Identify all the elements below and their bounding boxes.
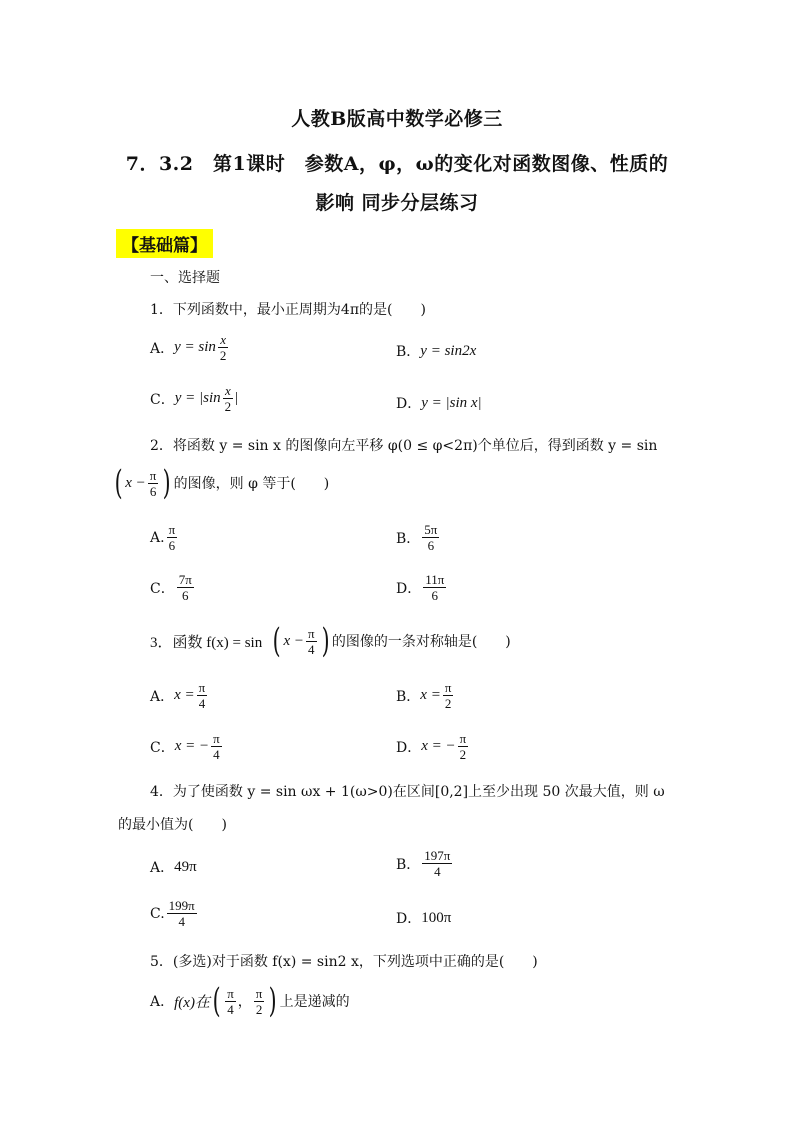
numerator: π — [198, 680, 206, 695]
denominator: 6 — [431, 588, 439, 603]
numerator: 199π — [168, 898, 195, 913]
q1-option-d — [396, 393, 482, 413]
q2-option-c — [150, 572, 196, 603]
numerator: π — [213, 731, 220, 746]
option-label: D． — [396, 739, 422, 756]
q4-stem: 4．为了使函数 y = sin ωx + 1(ω>0)在区间[0,2]上至少出现 50 次最大值，则 ω — [150, 784, 665, 800]
numerator: π — [227, 985, 234, 1001]
q2-stem-line-2 — [112, 463, 330, 503]
numerator: 5π — [424, 522, 438, 537]
fraction — [148, 468, 159, 499]
numerator: π — [168, 522, 176, 537]
fraction — [197, 680, 208, 711]
option-label: A. — [150, 529, 165, 546]
section-heading: 一、选择题 — [150, 270, 220, 286]
q4-option-b — [396, 848, 454, 879]
option-text-end: | — [235, 390, 239, 406]
q3-option-d — [396, 731, 470, 762]
denominator: 2 — [219, 348, 227, 363]
numerator: x — [225, 383, 231, 398]
denominator: 4 — [198, 696, 206, 711]
fraction — [167, 522, 178, 553]
q3-option-b — [396, 680, 455, 711]
denominator: 4 — [227, 1001, 234, 1017]
denominator: 4 — [434, 864, 441, 879]
numerator: x — [220, 332, 227, 347]
option-label: B． — [396, 344, 421, 360]
option-label: D． — [396, 396, 422, 412]
right-paren: ) — [321, 621, 330, 661]
numerator: 197π — [424, 848, 451, 863]
numerator: 7π — [178, 572, 192, 587]
fraction — [458, 731, 469, 762]
denominator: 6 — [168, 538, 176, 553]
fraction — [225, 986, 236, 1017]
denominator: 6 — [149, 483, 157, 499]
title-line-2: 7．3.2 第1课时 参数A，φ，ω的变化对函数图像、性质的 — [125, 153, 669, 175]
fraction — [254, 986, 265, 1017]
fraction — [423, 572, 446, 603]
option-text: x = — [420, 687, 441, 703]
option-text: y = |sin x| — [421, 394, 482, 411]
q4-stem-line-2: 的最小值为( ) — [118, 817, 227, 833]
fraction — [422, 522, 439, 553]
option-text-end: 上是递减的 — [279, 994, 350, 1010]
fraction — [167, 898, 197, 929]
denominator: 2 — [224, 399, 232, 414]
fraction — [223, 383, 234, 414]
option-label: B． — [396, 856, 421, 873]
option-label: D． — [396, 911, 422, 927]
q5-option-a — [150, 981, 350, 1021]
q1-option-a — [150, 332, 230, 363]
option-label: A． — [150, 994, 175, 1010]
denominator: 2 — [459, 747, 467, 762]
expr: x − — [283, 632, 304, 649]
q4-option-d — [396, 908, 451, 928]
fraction — [443, 680, 454, 711]
fraction — [211, 731, 222, 762]
q4-option-a — [150, 857, 197, 877]
numerator: π — [459, 731, 467, 746]
option-text: f(x)在 — [174, 994, 210, 1011]
q1-option-c — [150, 383, 238, 414]
title-line-3: 影响 同步分层练习 — [315, 192, 479, 214]
separator: ， — [237, 994, 252, 1010]
option-label: C． — [150, 580, 175, 597]
stem-text-end: 的图像的一条对称轴是( ) — [331, 634, 511, 650]
numerator: 11π — [425, 572, 445, 587]
option-label: A． — [150, 688, 175, 705]
denominator: 6 — [427, 538, 435, 553]
option-text: 100π — [421, 909, 452, 926]
q2-option-b — [396, 522, 441, 553]
option-label: C． — [150, 391, 175, 408]
numerator: π — [149, 467, 157, 483]
option-label: A． — [150, 860, 175, 876]
option-text: x = − — [174, 738, 210, 754]
q2-option-d — [396, 572, 448, 603]
option-label: C. — [150, 905, 165, 922]
option-text: 49π — [174, 858, 197, 875]
numerator: π — [255, 985, 263, 1001]
option-text: y = sin2x — [420, 342, 477, 359]
option-label: B． — [396, 688, 421, 705]
q5-stem: 5．(多选)对于函数 f(x) = sin2 x，下列选项中正确的是( ) — [150, 954, 538, 970]
q2-option-a — [150, 522, 179, 553]
q3-option-c — [150, 731, 224, 762]
fraction — [422, 848, 452, 879]
option-text: x = − — [421, 738, 456, 754]
option-text: x = — [174, 687, 195, 703]
q1-option-b — [396, 341, 476, 361]
numerator: π — [444, 680, 452, 695]
left-paren: ( — [114, 463, 123, 503]
title-line-1: 人教B版高中数学必修三 — [291, 108, 503, 130]
option-text: y = sin — [174, 339, 216, 355]
stem-text: 的图像，则 φ 等于( ) — [173, 476, 330, 492]
option-label: C． — [150, 739, 175, 756]
q4-option-c — [150, 898, 199, 929]
stem-text: 3．函数 f(x) = sin — [150, 634, 263, 651]
numerator: π — [308, 625, 315, 641]
q1-stem: 1．下列函数中，最小正周期为4π的是( ) — [150, 302, 426, 318]
option-label: A． — [150, 340, 175, 357]
right-paren: ) — [269, 981, 277, 1021]
denominator: 4 — [178, 914, 185, 929]
denominator: 4 — [213, 747, 220, 762]
q3-option-a — [150, 680, 209, 711]
left-paren: ( — [212, 981, 221, 1021]
right-paren: ) — [163, 463, 171, 503]
fraction — [218, 332, 229, 363]
section-tag: 【基础篇】 — [116, 229, 213, 258]
option-label: D． — [396, 580, 422, 597]
denominator: 4 — [308, 641, 315, 657]
q2-stem: 2．将函数 y = sin x 的图像向左平移 φ(0 ≤ φ<2π)个单位后，得到函数 y = sin — [150, 438, 658, 454]
denominator: 6 — [182, 588, 189, 603]
fraction — [306, 626, 317, 657]
option-label: B． — [396, 530, 421, 547]
option-text: y = |sin — [174, 390, 221, 406]
fraction — [177, 572, 194, 603]
q3-stem — [150, 621, 511, 661]
denominator: 2 — [444, 696, 452, 711]
denominator: 2 — [255, 1001, 263, 1017]
left-paren: ( — [272, 621, 281, 661]
expr: x − — [125, 474, 146, 491]
